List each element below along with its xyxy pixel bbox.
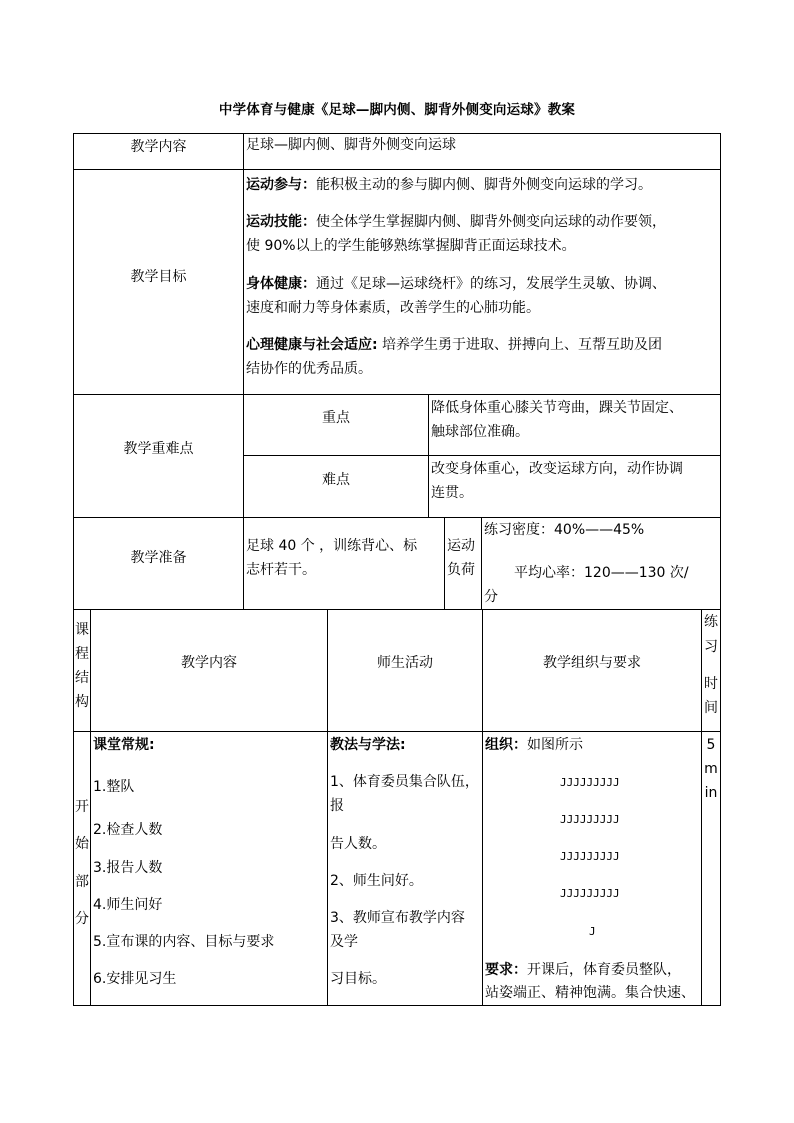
objective-skills (246, 210, 666, 234)
prep-line1: 足球 40 个 ，训练背心、标 (246, 538, 418, 554)
objective-mental-line1: 培养学生勇于进取、拼搏向上、互帮互助及团 (377, 337, 663, 353)
opening-time-3: in (704, 785, 718, 801)
heart-rate-line2: 分 (484, 589, 498, 605)
objective-health (246, 272, 666, 296)
opening-method-line2: 报 (330, 798, 344, 814)
structure-char-2: 程 (75, 646, 89, 662)
objective-skills-line1: 使全体学生掌握脚内侧、脚背外侧变向运球的动作要领， (316, 214, 666, 230)
difficult-line2: 连贯。 (431, 485, 473, 501)
key-line1: 降低身体重心膝关节弯曲，踝关节固定、 (431, 400, 683, 416)
opening-method-line1: 1、体育委员集合队伍， (330, 774, 479, 790)
document-title: 中学体育与健康《足球—脚内侧、脚背外侧变向运球》教案 (218, 102, 576, 118)
structure-char-1: 课 (75, 622, 89, 638)
key-label: 重点 (322, 410, 350, 426)
formation-row-2: JJJJJJJJJ (560, 813, 620, 826)
opening-method-line6: 及学 (330, 934, 358, 950)
opening-char-2: 始 (75, 836, 89, 852)
opening-org-line (485, 733, 583, 757)
opening-section-cell (73, 731, 91, 1006)
time-char-2: 习 (704, 639, 718, 655)
time-char-3: 时 (704, 676, 718, 692)
load-label-line1: 运动 (447, 538, 475, 554)
opening-method-line4: 2、师生问好。 (330, 873, 423, 889)
prep-line2: 志杆若干。 (246, 562, 316, 578)
opening-req-line1 (485, 958, 681, 982)
opening-req-line2: 站姿端正、精神饱满。集合快速、 (485, 985, 695, 1001)
structure-char-4: 构 (75, 694, 89, 710)
difficult-line1: 改变身体重心，改变运球方向，动作协调 (431, 461, 683, 477)
opening-req-head: 要求： (485, 962, 527, 978)
objective-health-line2: 速度和耐力等身体素质，改善学生的心肺功能。 (246, 300, 540, 316)
opening-org-head: 组织： (485, 737, 527, 753)
difficult-label: 难点 (322, 472, 350, 488)
activities-header: 师生活动 (377, 655, 433, 671)
formation-row-3: JJJJJJJJJ (560, 850, 620, 863)
structure-char-3: 结 (75, 670, 89, 686)
formation-teacher: J (589, 925, 596, 938)
opening-item-4: 4.师生问好 (93, 897, 163, 913)
formation-row-4: JJJJJJJJJ (560, 887, 620, 900)
opening-item-2: 2.检查人数 (93, 822, 163, 838)
opening-char-4: 分 (75, 911, 89, 927)
prep-label: 教学准备 (130, 550, 187, 566)
opening-method-line5: 3、教师宣布教学内容 (330, 910, 465, 926)
opening-item-1: 1.整队 (93, 779, 135, 795)
objective-skills-line2: 使 90%以上的学生能够熟练掌握脚背正面运球技术。 (246, 238, 576, 254)
organization-header: 教学组织与要求 (543, 655, 641, 671)
opening-method-head-text: 教法与学法: (330, 737, 406, 753)
opening-method-line7: 习目标。 (330, 971, 386, 987)
time-char-4: 间 (704, 700, 718, 716)
content-label: 教学内容 (130, 139, 187, 155)
objective-health-line1: 通过《足球—运球绕杆》的练习，发展学生灵敏、协调、 (316, 276, 666, 292)
opening-char-3: 部 (75, 874, 89, 890)
objective-mental-head: 心理健康与社会适应: (246, 337, 378, 353)
density-text: 练习密度：40%——45% (484, 522, 645, 538)
key-line2: 触球部位准确。 (431, 424, 529, 440)
formation-row-1: JJJJJJJJJ (560, 776, 620, 789)
opening-method-head (330, 733, 406, 757)
objective-participation (246, 173, 652, 197)
content-header: 教学内容 (181, 655, 237, 671)
opening-content-head-text: 课堂常规: (93, 737, 155, 753)
objective-mental (246, 333, 662, 357)
objectives-label: 教学目标 (130, 269, 187, 285)
objective-participation-head: 运动参与： (246, 177, 316, 193)
opening-content-head (93, 733, 155, 757)
content-value: 足球—脚内侧、脚背外侧变向运球 (246, 137, 456, 153)
objective-health-head: 身体健康： (246, 276, 316, 292)
opening-char-1: 开 (75, 799, 89, 815)
opening-time-2: m (704, 761, 718, 777)
opening-org-text: 如图所示 (527, 737, 583, 753)
time-char-1: 练 (704, 614, 718, 630)
opening-item-6: 6.安排见习生 (93, 971, 177, 987)
keypoints-label: 教学重难点 (123, 441, 194, 457)
objective-participation-line1: 能积极主动的参与脚内侧、脚背外侧变向运球的学习。 (316, 177, 652, 193)
load-label-line2: 负荷 (447, 562, 475, 578)
opening-item-3: 3.报告人数 (93, 860, 163, 876)
objective-skills-head: 运动技能： (246, 214, 316, 230)
opening-method-line3: 告人数。 (330, 836, 386, 852)
heart-rate-line1: 平均心率：120——130 次/ (514, 565, 689, 581)
objective-mental-line2: 结协作的优秀品质。 (246, 361, 372, 377)
opening-req-text: 开课后，体育委员整队， (527, 962, 681, 978)
opening-item-5: 5.宣布课的内容、目标与要求 (93, 934, 275, 950)
opening-time-1: 5 (706, 737, 716, 753)
